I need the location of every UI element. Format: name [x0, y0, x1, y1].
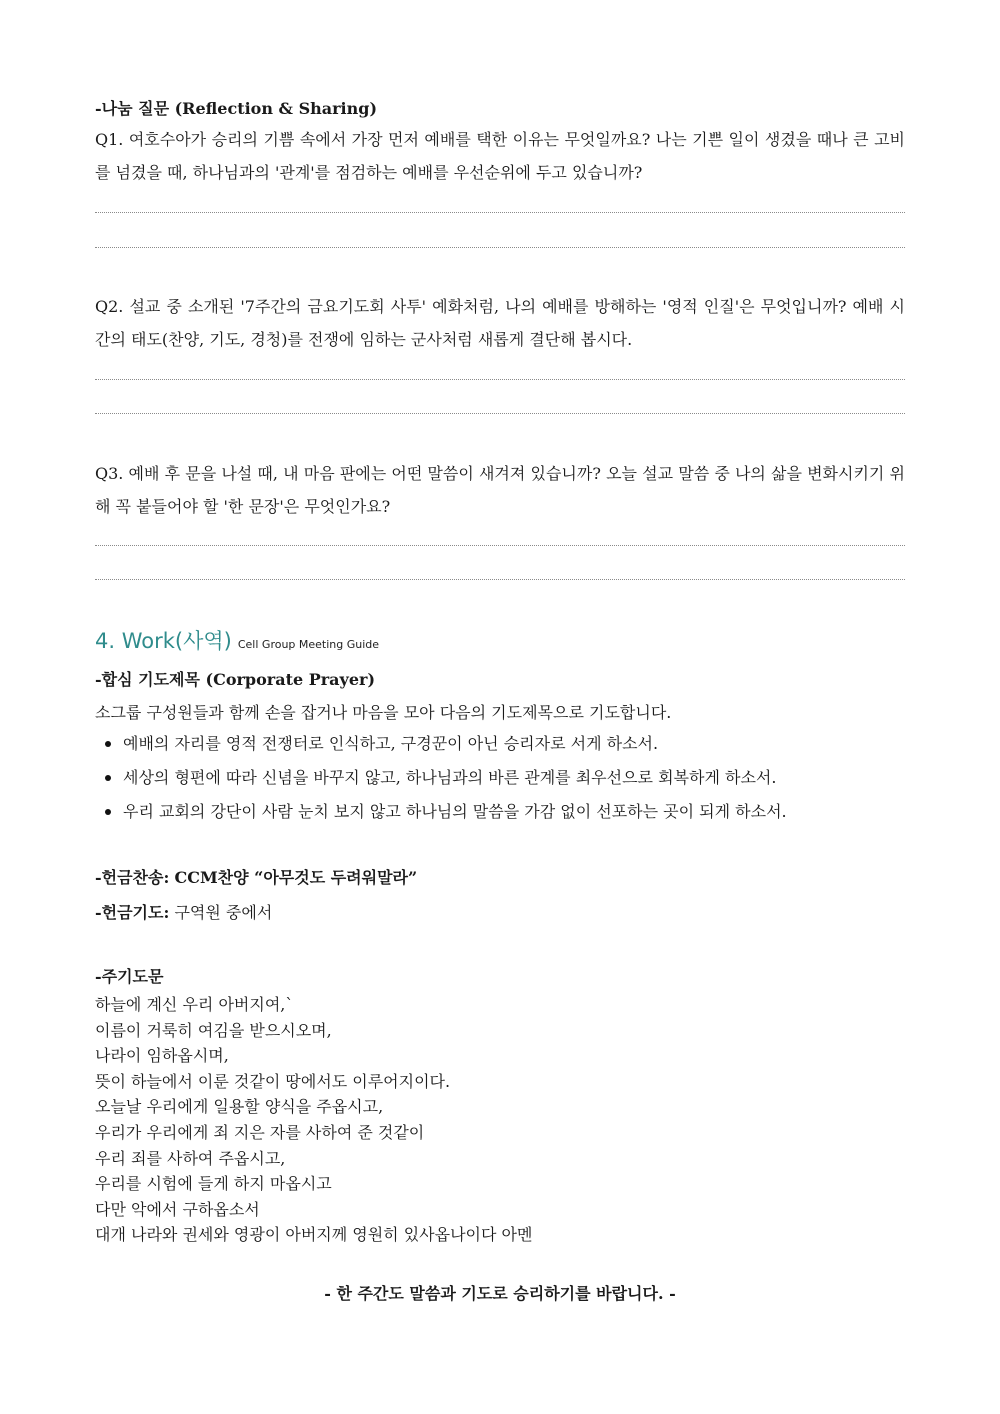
bullet-icon [105, 809, 111, 815]
lords-prayer-heading: -주기도문 [95, 967, 164, 986]
prayer-item-text: 예배의 자리를 영적 전쟁터로 인식하고, 구경꾼이 아닌 승리자로 서게 하소서. [123, 734, 659, 753]
answer-line-q2-2[interactable] [95, 413, 905, 414]
lords-prayer-line: 대개 나라와 권세와 영광이 아버지께 영원히 있사옵나이다 아멘 [95, 1225, 533, 1245]
offering-prayer-label: -헌금기도: [95, 903, 170, 922]
answer-line-q1-1[interactable] [95, 212, 905, 213]
prayer-list [95, 727, 787, 829]
answer-line-q1-2[interactable] [95, 247, 905, 248]
reflection-heading: -나눔 질문 (Reflection & Sharing) [95, 99, 378, 118]
offering-prayer [95, 900, 272, 923]
lords-prayer-line: 이름이 거룩히 여김을 받으시오며, [95, 1020, 332, 1040]
lords-prayer-line: 우리 죄를 사하여 주옵시고, [95, 1148, 286, 1168]
offering-song-label: -헌금찬송: [95, 868, 170, 887]
prayer-item [95, 795, 787, 829]
prayer-intro: 소그룹 구성원들과 함께 손을 잡거나 마음을 모아 다음의 기도제목으로 기도합니다. [95, 703, 672, 722]
lords-prayer-text [95, 992, 532, 1248]
answer-line-q3-1[interactable] [95, 545, 905, 546]
lords-prayer-line: 오늘날 우리에게 일용할 양식을 주옵시고, [95, 1097, 384, 1117]
lords-prayer-line: 뜻이 하늘에서 이룬 것같이 땅에서도 이루어지이다. [95, 1071, 451, 1091]
question-2: Q2. 설교 중 소개된 '7주간의 금요기도회 사투' 예화처럼, 나의 예배를 방해하는 '영적 인질'은 무엇입니까? 예배 시간의 태도(찬양, 기도, 경청)를 전쟁에 임하는 군사처럼 새롭게 결단해 봅시다. [95, 297, 905, 349]
prayer-item [95, 727, 787, 761]
lords-prayer-line: 우리가 우리에게 죄 지은 자를 사하여 준 것같이 [95, 1122, 425, 1142]
closing-message: - 한 주간도 말씀과 기도로 승리하기를 바랍니다. - [324, 1284, 676, 1303]
offering-song [95, 865, 417, 888]
lords-prayer-line: 하늘에 계신 우리 아버지여,` [95, 995, 294, 1014]
work-subtitle: Cell Group Meeting Guide [237, 638, 380, 651]
lords-prayer-line: 다만 악에서 구하옵소서 [95, 1199, 260, 1219]
prayer-item [95, 761, 787, 795]
lords-prayer-line: 나라이 임하옵시며, [95, 1046, 229, 1066]
work-section-title [95, 625, 379, 655]
offering-song-value: CCM찬양 “아무것도 두려워말라” [174, 868, 418, 887]
question-1: Q1. 여호수아가 승리의 기쁨 속에서 가장 먼저 예배를 택한 이유는 무엇일까요? 나는 기쁜 일이 생겼을 때나 큰 고비를 넘겼을 때, 하나님과의 '관계'를 점검하는 예배를 우선순위에 두고 있습니까? [95, 130, 905, 182]
lords-prayer-line: 우리를 시험에 들게 하지 마옵시고 [95, 1174, 332, 1194]
offering-prayer-value: 구역원 중에서 [174, 903, 273, 922]
work-title: 4. Work(사역) [95, 629, 232, 653]
prayer-item-text: 우리 교회의 강단이 사람 눈치 보지 않고 하나님의 말씀을 가감 없이 선포하는 곳이 되게 하소서. [123, 802, 787, 821]
bullet-icon [105, 741, 111, 747]
prayer-item-text: 세상의 형편에 따라 신념을 바꾸지 않고, 하나님과의 바른 관계를 최우선으로 회복하게 하소서. [123, 768, 777, 787]
question-3: Q3. 예배 후 문을 나설 때, 내 마음 판에는 어떤 말씀이 새겨져 있습니까? 오늘 설교 말씀 중 나의 삶을 변화시키기 위해 꼭 붙들어야 할 '한 문장'은 무엇인가요? [95, 464, 905, 516]
answer-line-q2-1[interactable] [95, 379, 905, 380]
bullet-icon [105, 775, 111, 781]
prayer-heading: -합심 기도제목 (Corporate Prayer) [95, 670, 376, 689]
answer-line-q3-2[interactable] [95, 579, 905, 580]
